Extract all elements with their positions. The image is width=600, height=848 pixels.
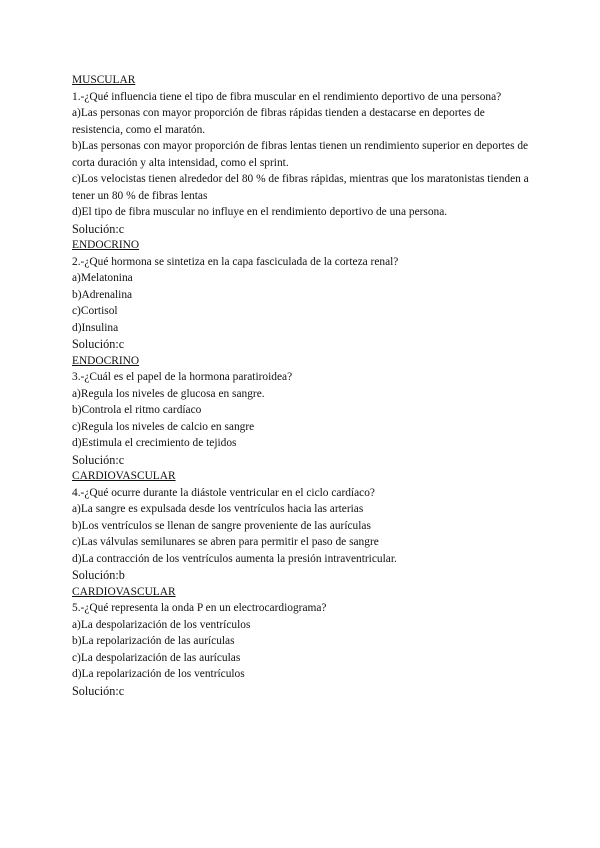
option-b: b)Los ventrículos se llenan de sangre proveniente de las aurículas [72, 519, 371, 532]
option-d: d)El tipo de fibra muscular no influye en el rendimiento deportivo de una persona. [72, 206, 448, 218]
option-c: c)La despolarización de las aurículas [72, 651, 241, 664]
section-heading: ENDOCRINO [72, 239, 140, 251]
solution-text: Solución:c [72, 221, 125, 236]
solution-text: Solución:c [72, 683, 125, 698]
question-text: 4.-¿Qué ocurre durante la diástole ventricular en el ciclo cardíaco? [72, 486, 375, 499]
question-text: 3.-¿Cuál es el papel de la hormona paratiroidea? [72, 371, 293, 383]
option-a: a)Las personas con mayor proporción de fibras rápidas tienden a destacarse en deportes de resistencia, como el maratón. [72, 107, 485, 136]
question-block-1 [72, 72, 532, 237]
option-d: d)La contracción de los ventrículos aumenta la presión intraventricular. [72, 552, 397, 565]
document-page [72, 72, 532, 699]
option-d: d)La repolarización de los ventrículos [72, 668, 245, 680]
section-heading: MUSCULAR [72, 74, 136, 86]
option-b: b)Las personas con mayor proporción de fibras lentas tienen un rendimiento superior en deportes de corta duración y alta intensidad, como el sprint. [72, 140, 529, 169]
option-c: c)Regula los niveles de calcio en sangre [72, 420, 255, 433]
option-b: b)Adrenalina [72, 288, 133, 301]
option-b: b)Controla el ritmo cardíaco [72, 404, 202, 416]
question-text: 1.-¿Qué influencia tiene el tipo de fibra muscular en el rendimiento deportivo de una persona? [72, 90, 502, 103]
option-d: d)Insulina [72, 321, 119, 334]
option-c: c)Los velocistas tienen alrededor del 80 % de fibras rápidas, mientras que los maratonistas tienden a tener un 80 % de fibras lentas [72, 173, 529, 202]
question-text: 2.-¿Qué hormona se sintetiza en la capa fasciculada de la corteza renal? [72, 255, 399, 268]
option-c: c)Cortisol [72, 305, 118, 317]
question-block-3 [72, 353, 532, 469]
option-a: a)Melatonina [72, 272, 133, 284]
question-block-5 [72, 584, 532, 700]
solution-text: Solución:c [72, 337, 125, 351]
option-a: a)Regula los niveles de glucosa en sangre. [72, 387, 265, 400]
option-b: b)La repolarización de las aurículas [72, 635, 235, 647]
solution-text: Solución:b [72, 568, 125, 582]
section-heading: ENDOCRINO [72, 354, 140, 367]
option-d: d)Estimula el crecimiento de tejidos [72, 437, 237, 449]
option-a: a)La despolarización de los ventrículos [72, 618, 251, 631]
question-block-2 [72, 237, 532, 353]
option-c: c)Las válvulas semilunares se abren para permitir el paso de sangre [72, 536, 379, 548]
question-block-4 [72, 468, 532, 584]
section-heading: CARDIOVASCULAR [72, 585, 176, 598]
question-text: 5.-¿Qué representa la onda P en un electrocardiograma? [72, 602, 327, 614]
option-a: a)La sangre es expulsada desde los ventrículos hacia las arterias [72, 503, 364, 515]
solution-text: Solución:c [72, 452, 125, 467]
section-heading: CARDIOVASCULAR [72, 470, 176, 482]
